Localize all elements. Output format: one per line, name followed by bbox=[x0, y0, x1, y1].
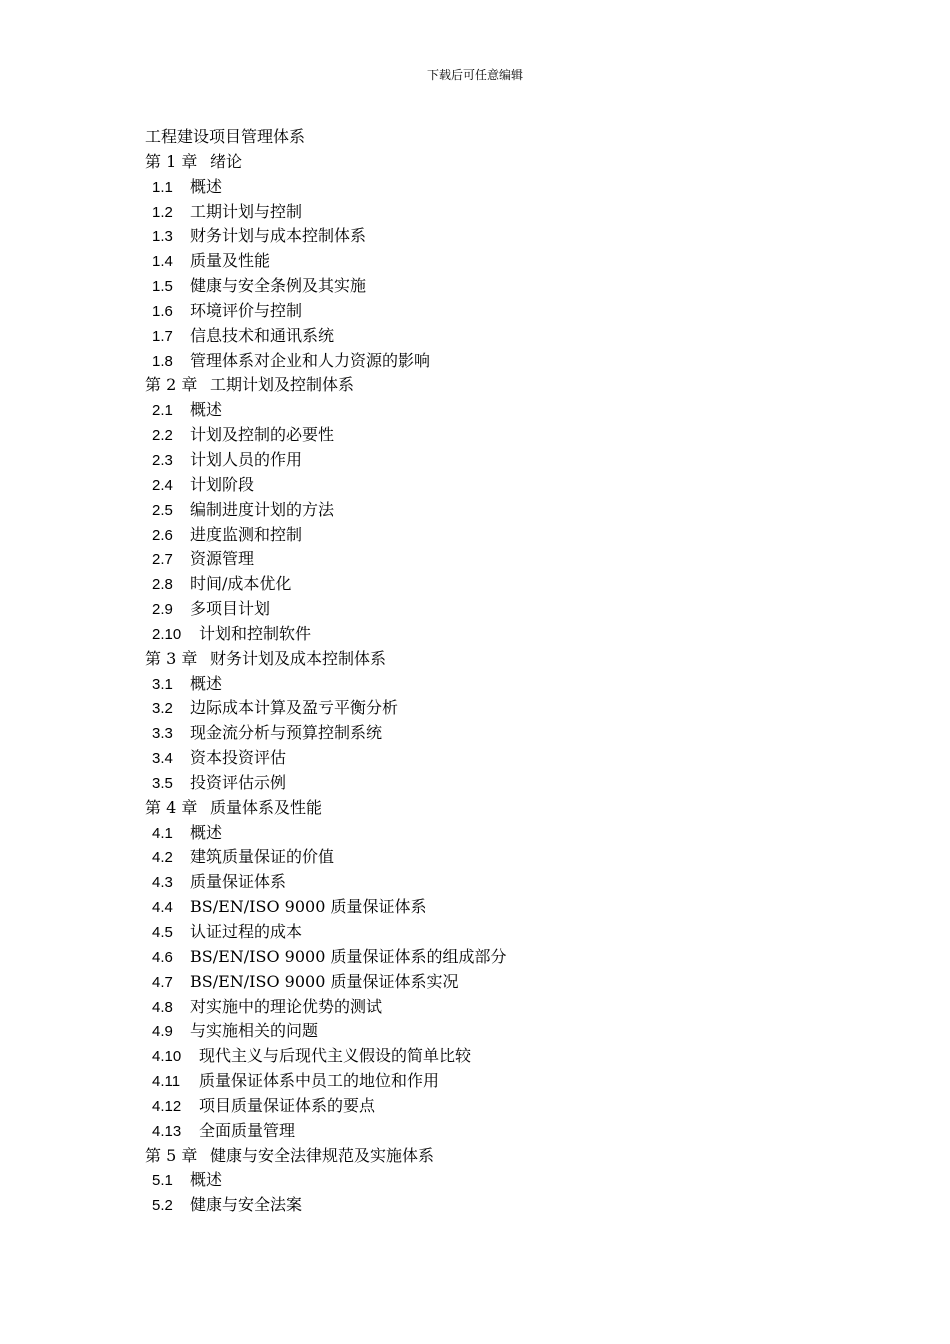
section-number: 3.2 bbox=[152, 700, 173, 718]
table-of-contents bbox=[145, 150, 845, 1218]
section-number: 2.4 bbox=[152, 476, 173, 494]
section-title: BS/EN/ISO 9000 质量保证体系的组成部分 bbox=[190, 946, 507, 966]
section-title: 现代主义与后现代主义假设的简单比较 bbox=[199, 1046, 472, 1066]
section-number: 2.5 bbox=[152, 501, 173, 519]
section-title: 编制进度计划的方法 bbox=[190, 499, 335, 519]
section-number: 4.8 bbox=[152, 998, 173, 1016]
section-number: 1.2 bbox=[152, 203, 173, 221]
section-number: 4.2 bbox=[152, 849, 173, 867]
document-title: 工程建设项目管理体系 bbox=[145, 127, 306, 146]
section-entry bbox=[145, 945, 845, 970]
section-entry bbox=[145, 821, 845, 846]
section-entry bbox=[145, 299, 845, 324]
section-entry bbox=[145, 995, 845, 1020]
section-title: 质量保证体系中员工的地位和作用 bbox=[199, 1071, 440, 1091]
section-title: 概述 bbox=[190, 822, 223, 842]
section-number: 4.10 bbox=[152, 1048, 182, 1066]
page-header: 下载后可任意编辑 bbox=[426, 68, 523, 82]
chapter-heading bbox=[145, 647, 845, 672]
section-entry bbox=[145, 423, 845, 448]
section-title: 认证过程的成本 bbox=[190, 922, 303, 941]
section-title: 建筑质量保证的价值 bbox=[190, 847, 335, 867]
section-entry bbox=[145, 1193, 845, 1218]
section-entry bbox=[145, 746, 845, 771]
section-entry bbox=[145, 721, 845, 746]
section-number: 4.3 bbox=[152, 874, 173, 892]
section-title: 资源管理 bbox=[190, 549, 255, 569]
section-title: 时间/成本优化 bbox=[190, 574, 292, 594]
section-entry bbox=[145, 473, 845, 498]
section-title: 质量保证体系 bbox=[190, 872, 287, 892]
section-number: 1.4 bbox=[152, 253, 173, 271]
chapter-number: 第 4 章 bbox=[145, 797, 198, 817]
section-entry bbox=[145, 498, 845, 523]
section-entry bbox=[145, 771, 845, 796]
section-entry bbox=[145, 845, 845, 870]
section-number: 4.7 bbox=[152, 973, 173, 991]
chapter-heading bbox=[145, 1144, 845, 1169]
section-entry bbox=[145, 398, 845, 423]
section-title: 概述 bbox=[190, 400, 223, 420]
section-number: 4.11 bbox=[152, 1073, 181, 1091]
section-entry bbox=[145, 1069, 845, 1094]
section-entry bbox=[145, 1168, 845, 1193]
section-title: 工期计划与控制 bbox=[190, 201, 303, 221]
section-title: 概述 bbox=[190, 673, 223, 693]
section-number: 3.3 bbox=[152, 725, 173, 743]
section-title: 对实施中的理论优势的测试 bbox=[190, 996, 383, 1016]
section-title: 计划人员的作用 bbox=[190, 449, 303, 469]
section-title: 资本投资评估 bbox=[190, 748, 287, 768]
section-number: 4.12 bbox=[152, 1097, 182, 1115]
section-title: 现金流分析与预算控制系统 bbox=[190, 723, 383, 743]
section-title: 计划及控制的必要性 bbox=[190, 425, 335, 445]
chapter-number: 第 2 章 bbox=[145, 375, 198, 395]
section-title: 计划阶段 bbox=[190, 474, 255, 494]
section-entry bbox=[145, 920, 845, 945]
section-entry bbox=[145, 249, 845, 274]
section-entry bbox=[145, 224, 845, 249]
section-entry bbox=[145, 200, 845, 225]
section-number: 3.5 bbox=[152, 774, 173, 792]
section-number: 4.13 bbox=[152, 1122, 182, 1140]
section-title: 质量及性能 bbox=[190, 251, 271, 271]
section-entry bbox=[145, 970, 845, 995]
chapter-title: 工期计划及控制体系 bbox=[210, 375, 355, 395]
section-number: 2.9 bbox=[152, 601, 173, 619]
section-number: 2.8 bbox=[152, 576, 173, 594]
chapter-number: 第 3 章 bbox=[145, 648, 198, 668]
section-title: 管理体系对企业和人力资源的影响 bbox=[190, 350, 431, 370]
section-number: 4.5 bbox=[152, 924, 173, 941]
section-number: 2.6 bbox=[152, 526, 173, 544]
section-entry bbox=[145, 324, 845, 349]
section-number: 4.9 bbox=[152, 1023, 173, 1041]
section-number: 1.3 bbox=[152, 228, 173, 246]
chapter-heading bbox=[145, 373, 845, 398]
section-number: 4.6 bbox=[152, 948, 173, 966]
section-number: 1.1 bbox=[152, 178, 173, 196]
section-number: 5.2 bbox=[152, 1197, 173, 1215]
section-entry bbox=[145, 895, 845, 920]
chapter-title: 健康与安全法律规范及实施体系 bbox=[210, 1145, 435, 1165]
chapter-heading bbox=[145, 796, 845, 821]
section-title: 概述 bbox=[190, 1170, 223, 1190]
chapter-heading bbox=[145, 150, 845, 175]
document-body bbox=[145, 125, 845, 1218]
section-title: 进度监测和控制 bbox=[190, 524, 303, 544]
section-title: 健康与安全条例及其实施 bbox=[190, 276, 367, 296]
chapter-title: 财务计划及成本控制体系 bbox=[210, 648, 387, 668]
section-title: 与实施相关的问题 bbox=[190, 1021, 319, 1041]
section-number: 1.5 bbox=[152, 278, 173, 296]
section-number: 1.6 bbox=[152, 302, 173, 320]
section-entry bbox=[145, 175, 845, 200]
section-title: 多项目计划 bbox=[190, 599, 271, 619]
section-title: 概述 bbox=[190, 176, 223, 196]
chapter-title: 质量体系及性能 bbox=[210, 797, 323, 817]
chapter-number: 第 1 章 bbox=[145, 151, 198, 171]
section-number: 2.7 bbox=[152, 551, 173, 569]
section-entry bbox=[145, 622, 845, 647]
chapter-number: 第 5 章 bbox=[145, 1145, 198, 1165]
section-entry bbox=[145, 1019, 845, 1044]
section-number: 2.3 bbox=[152, 451, 173, 469]
section-entry bbox=[145, 672, 845, 697]
section-number: 4.4 bbox=[152, 899, 173, 917]
section-entry bbox=[145, 1094, 845, 1119]
section-title: 健康与安全法案 bbox=[190, 1195, 303, 1215]
section-title: 项目质量保证体系的要点 bbox=[199, 1095, 376, 1115]
section-title: 边际成本计算及盈亏平衡分析 bbox=[190, 698, 399, 718]
section-entry bbox=[145, 349, 845, 374]
section-number: 3.1 bbox=[152, 675, 173, 693]
section-entry bbox=[145, 448, 845, 473]
section-title: 环境评价与控制 bbox=[190, 300, 303, 320]
section-entry bbox=[145, 1119, 845, 1144]
section-title: 全面质量管理 bbox=[199, 1120, 296, 1140]
section-number: 3.4 bbox=[152, 750, 173, 768]
section-entry bbox=[145, 597, 845, 622]
section-number: 2.1 bbox=[152, 402, 173, 420]
chapter-title: 绪论 bbox=[210, 151, 243, 171]
section-title: 财务计划与成本控制体系 bbox=[190, 226, 367, 246]
section-entry bbox=[145, 547, 845, 572]
section-number: 2.10 bbox=[152, 625, 182, 643]
section-title: BS/EN/ISO 9000 质量保证体系 bbox=[190, 897, 427, 917]
section-entry bbox=[145, 870, 845, 895]
section-number: 1.7 bbox=[152, 327, 173, 345]
section-number: 4.1 bbox=[152, 824, 173, 842]
section-entry bbox=[145, 1044, 845, 1069]
section-number: 5.1 bbox=[152, 1172, 173, 1190]
section-entry bbox=[145, 572, 845, 597]
section-title: 信息技术和通讯系统 bbox=[190, 325, 335, 345]
section-title: 投资评估示例 bbox=[190, 772, 287, 792]
section-entry bbox=[145, 274, 845, 299]
section-title: BS/EN/ISO 9000 质量保证体系实况 bbox=[190, 971, 459, 991]
section-entry bbox=[145, 523, 845, 548]
section-entry bbox=[145, 696, 845, 721]
section-title: 计划和控制软件 bbox=[199, 623, 312, 643]
section-number: 2.2 bbox=[152, 427, 173, 445]
section-number: 1.8 bbox=[152, 352, 173, 370]
